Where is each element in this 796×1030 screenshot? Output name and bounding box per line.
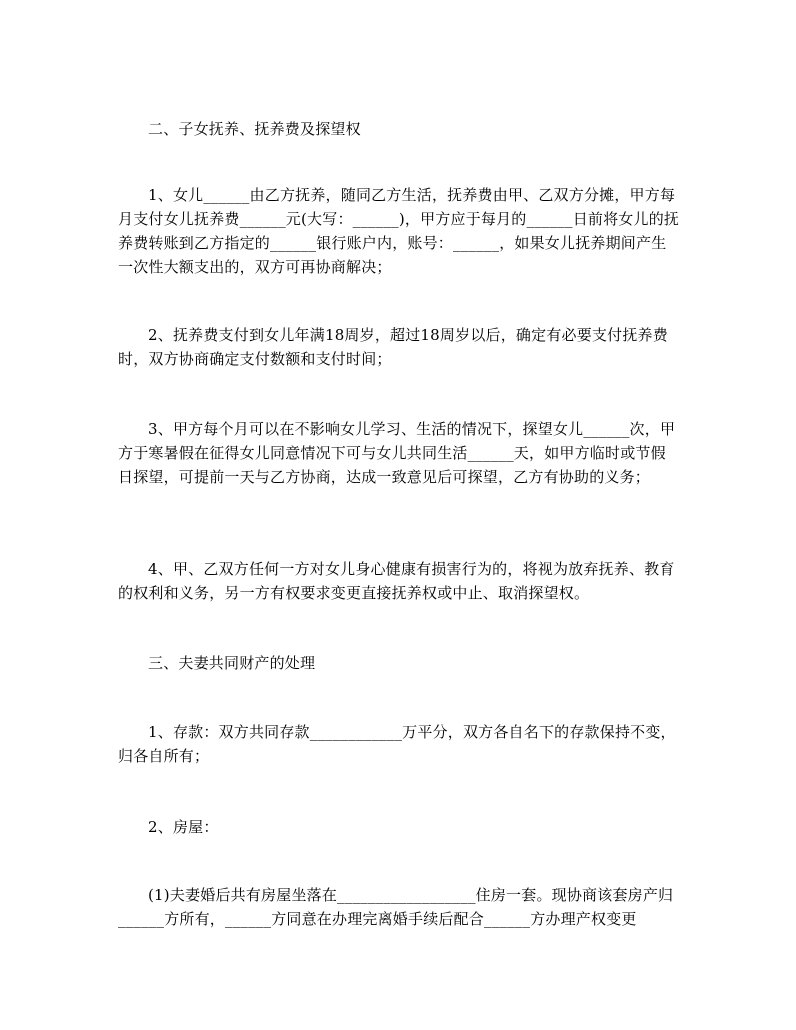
paragraph-visitation: 3、甲方每个月可以在不影响女儿学习、生活的情况下，探望女儿______次，甲方于寒暑假在征得女儿同意情况下可与女儿共同生活______天，如甲方临时或节假日探望，可提前一天与乙方协商，达成一致意见后可探望，乙方有协助的义务； [118,420,676,486]
paragraph-house-details: (1)夫妻婚后共有房屋坐落在__________________住房一套。现协商该套房产归______方所有，______方同意在办理完离婚手续后配合______方办理产权变更 [118,886,674,928]
paragraph-house-heading: 2、房屋： [148,818,219,836]
section-heading-child-support: 二、子女抚养、抚养费及探望权 [148,120,361,138]
paragraph-child-custody: 1、女儿______由乙方抚养，随同乙方生活，抚养费由甲、乙双方分摊，甲方每月支付女儿抚养费______元(大写：______)，甲方应于每月的______日前将女儿的抚养费转账到乙方指定的______银行账户内，账号：______，如果女儿抚养期间产生一次性大额支出的，双方可再协商解决； [118,186,680,276]
paragraph-deposits: 1、存款：双方共同存款____________万平分，双方各自名下的存款保持不变，归各自所有； [118,723,676,765]
section-heading-property: 三、夫妻共同财产的处理 [148,654,316,672]
paragraph-support-duration: 2、抚养费支付到女儿年满18周岁，超过18周岁以后，确定有必要支付抚养费时，双方协商确定支付数额和支付时间； [118,326,668,368]
paragraph-harm-clause: 4、甲、乙双方任何一方对女儿身心健康有损害行为的，将视为放弃抚养、教育的权利和义务，另一方有权要求变更直接抚养权或中止、取消探望权。 [118,560,675,602]
